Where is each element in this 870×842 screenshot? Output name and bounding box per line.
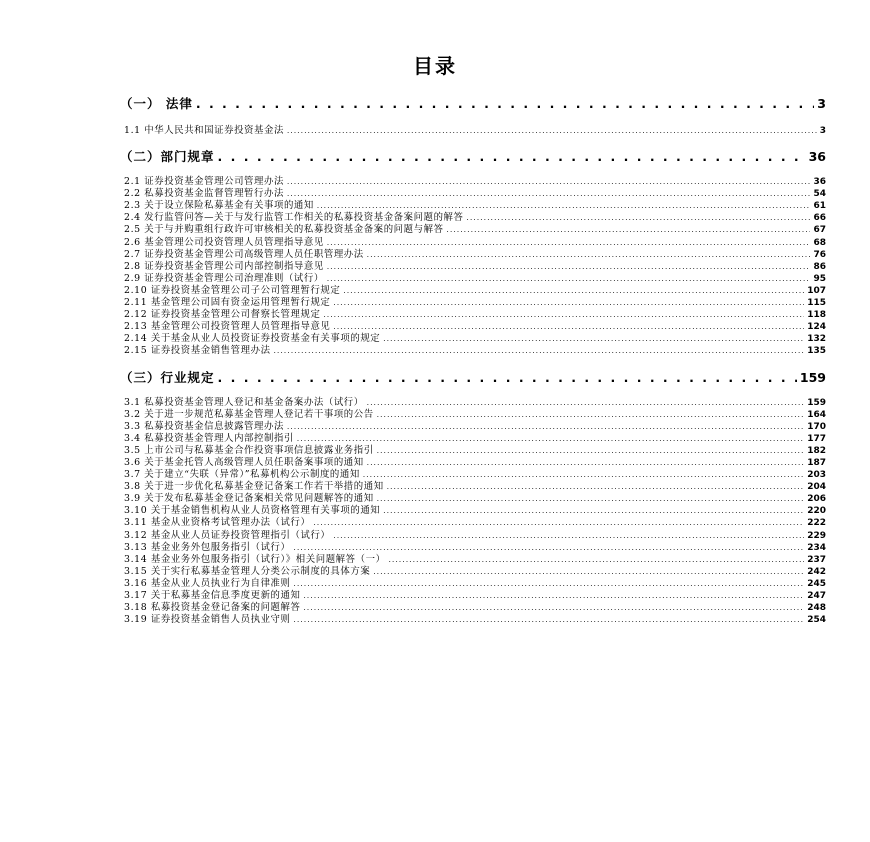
dot-leader (367, 457, 804, 469)
dot-leader (294, 542, 805, 554)
toc-item-label: 2.4 发行监管问答—关于与发行监管工作相关的私募投资基金备案问题的解答 (124, 212, 464, 224)
toc-item-label: 3.16 基金从业人员执业行为自律准则 (124, 577, 291, 589)
toc-item[interactable] (120, 517, 826, 529)
toc-item[interactable] (120, 309, 826, 321)
toc-item[interactable] (120, 445, 826, 457)
dot-leader (333, 530, 804, 542)
toc-item-label: 3.13 基金业务外包服务指引（试行） (124, 541, 291, 553)
dot-leader (333, 297, 804, 309)
toc-item-label: 3.6 关于基金托管人高级管理人员任职备案事项的通知 (124, 456, 364, 468)
toc-item-label: 3.2 关于进一步规范私募基金管理人登记若干事项的公告 (124, 408, 374, 420)
spacer (120, 137, 826, 145)
toc-item[interactable] (120, 261, 826, 273)
dot-leader (287, 176, 811, 188)
toc-item-label: 3.11 基金从业资格考试管理办法（试行） (124, 517, 311, 529)
toc-section-label: （二）部门规章 (120, 149, 215, 165)
toc-item-label: 3.15 关于实行私募基金管理人分类公示制度的具体方案 (124, 565, 371, 577)
dot-leader (327, 273, 811, 285)
toc-item-label: 2.11 基金管理公司固有资金运用管理暂行规定 (124, 297, 331, 309)
toc-item-label: 2.10 证券投资基金管理公司子公司管理暂行规定 (124, 284, 341, 296)
toc-item-page-number: 132 (807, 334, 826, 345)
toc-item-label: 3.10 关于基金销售机构从业人员资格管理有关事项的通知 (124, 505, 381, 517)
toc-item-label: 2.13 基金管理公司投资管理人员管理指导意见 (124, 321, 331, 333)
toc-item[interactable] (120, 249, 826, 261)
dot-leader (297, 433, 804, 445)
toc-item-page-number: 177 (807, 433, 826, 444)
toc-item-label: 2.3 关于设立保险私募基金有关事项的通知 (124, 200, 314, 212)
toc-item[interactable] (120, 590, 826, 602)
toc-item-label: 3.8 关于进一步优化私募基金登记备案工作若干举措的通知 (124, 481, 384, 493)
spacer (120, 358, 826, 366)
toc-item[interactable] (120, 212, 826, 224)
table-of-contents (120, 92, 826, 626)
toc-item-page-number: 245 (807, 578, 826, 589)
toc-item-page-number: 254 (807, 615, 826, 626)
toc-item-page-number: 115 (807, 298, 826, 309)
toc-item[interactable] (120, 200, 826, 212)
dot-leader (363, 469, 804, 481)
toc-item[interactable] (120, 469, 826, 481)
toc-item[interactable] (120, 409, 826, 421)
spacer (120, 117, 826, 125)
dot-leader (313, 517, 804, 529)
dot-leader (218, 370, 797, 385)
toc-item[interactable] (120, 188, 826, 200)
dot-leader (287, 125, 817, 137)
toc-section[interactable] (120, 94, 826, 117)
dot-leader (317, 200, 811, 212)
toc-item-page-number: 67 (813, 225, 826, 236)
toc-item-page-number: 135 (807, 346, 826, 357)
dot-leader (287, 188, 811, 200)
toc-item-label: 2.8 证券投资基金管理公司内部控制指导意见 (124, 260, 324, 272)
toc-item-label: 3.9 关于发布私募基金登记备案相关常见问题解答的通知 (124, 493, 374, 505)
toc-item[interactable] (120, 237, 826, 249)
toc-item-page-number: 187 (807, 457, 826, 468)
dot-leader (333, 321, 804, 333)
toc-item-label: 2.6 基金管理公司投资管理人员管理指导意见 (124, 236, 324, 248)
toc-item-page-number: 107 (807, 285, 826, 296)
dot-leader (196, 96, 814, 111)
page-title: 目录 (413, 54, 457, 78)
toc-item-page-number: 124 (807, 322, 826, 333)
dot-leader (323, 309, 804, 321)
toc-item-label: 3.19 证券投资基金销售人员执业守则 (124, 614, 291, 626)
toc-item[interactable] (120, 614, 826, 626)
toc-item-label: 3.5 上市公司与私募基金合作投资事项信息披露业务指引 (124, 444, 374, 456)
toc-item-page-number: 182 (807, 445, 826, 456)
toc-item[interactable] (120, 481, 826, 493)
toc-item[interactable] (120, 397, 826, 409)
dot-leader (287, 421, 804, 433)
dot-leader (387, 481, 805, 493)
toc-item[interactable] (120, 125, 826, 137)
toc-item[interactable] (120, 421, 826, 433)
dot-leader (373, 566, 804, 578)
dot-leader (274, 345, 805, 357)
toc-item[interactable] (120, 530, 826, 542)
toc-item-page-number: 234 (807, 542, 826, 553)
dot-leader (383, 333, 804, 345)
toc-section-page-number: 159 (799, 369, 826, 385)
toc-item-page-number: 159 (807, 397, 826, 408)
toc-item[interactable] (120, 566, 826, 578)
toc-item-label: 3.4 私募投资基金管理人内部控制指引 (124, 432, 294, 444)
toc-item-label: 2.2 私募投资基金监督管理暂行办法 (124, 188, 284, 200)
toc-item[interactable] (120, 297, 826, 309)
dot-leader (383, 505, 804, 517)
dot-leader (389, 554, 805, 566)
toc-item[interactable] (120, 285, 826, 297)
dot-leader (303, 602, 804, 614)
toc-item[interactable] (120, 224, 826, 236)
dot-leader (377, 445, 804, 457)
toc-item-label: 2.14 关于基金从业人员投资证券投资基金有关事项的规定 (124, 333, 381, 345)
toc-item-page-number: 203 (807, 470, 826, 481)
toc-section-label: （三）行业规定 (120, 369, 215, 385)
toc-item[interactable] (120, 505, 826, 517)
toc-section[interactable] (120, 147, 826, 170)
toc-item-page-number: 164 (807, 409, 826, 420)
toc-item[interactable] (120, 457, 826, 469)
toc-item-page-number: 68 (813, 237, 826, 248)
dot-leader (447, 224, 811, 236)
toc-item-page-number: 76 (813, 249, 826, 260)
toc-item-label: 2.9 证券投资基金管理公司治理准则（试行） (124, 272, 324, 284)
toc-item-page-number: 204 (807, 482, 826, 493)
toc-item-page-number: 54 (813, 189, 826, 200)
toc-item-label: 3.17 关于私募基金信息季度更新的通知 (124, 590, 301, 601)
toc-item-label: 1.1 中华人民共和国证券投资基金法 (124, 125, 284, 136)
toc-item[interactable] (120, 273, 826, 285)
dot-leader (467, 212, 811, 224)
toc-item[interactable] (120, 433, 826, 445)
toc-item-label: 2.1 证券投资基金管理公司管理办法 (124, 176, 284, 188)
toc-item[interactable] (120, 578, 826, 590)
toc-item-label: 3.12 基金从业人员证券投资管理指引（试行） (124, 529, 331, 541)
toc-item-page-number: 248 (807, 603, 826, 614)
dot-leader (327, 261, 811, 273)
toc-item-page-number: 3 (819, 126, 826, 136)
dot-leader (367, 249, 811, 261)
dot-leader (377, 493, 804, 505)
toc-item-page-number: 36 (813, 177, 826, 188)
toc-item-label: 3.14 基金业务外包服务指引（试行）》相关问题解答（一） (124, 553, 386, 565)
toc-item[interactable] (120, 176, 826, 188)
dot-leader (218, 149, 806, 164)
dot-leader (294, 614, 805, 626)
toc-item-page-number: 170 (807, 421, 826, 432)
toc-item-page-number: 118 (807, 310, 826, 321)
toc-item-label: 3.18 私募投资基金登记备案的问题解答 (124, 602, 301, 614)
toc-item-label: 2.12 证券投资基金管理公司督察长管理规定 (124, 309, 321, 321)
toc-item-page-number: 86 (813, 261, 826, 272)
toc-item[interactable] (120, 345, 826, 357)
dot-leader (377, 409, 804, 421)
toc-item[interactable] (120, 333, 826, 345)
toc-item[interactable] (120, 493, 826, 505)
toc-item-label: 2.5 关于与并购重组行政许可审核相关的私募投资基金备案的问题与解答 (124, 224, 444, 236)
toc-item[interactable] (120, 321, 826, 333)
dot-leader (303, 590, 804, 602)
toc-item-page-number: 206 (807, 494, 826, 505)
toc-section-page-number: 36 (808, 149, 826, 165)
toc-item-label: 3.3 私募投资基金信息披露管理办法 (124, 420, 284, 432)
dot-leader (327, 237, 811, 249)
toc-item-page-number: 247 (807, 591, 826, 601)
toc-item-label: 3.1 私募投资基金管理人登记和基金备案办法（试行） (124, 396, 364, 408)
toc-item-page-number: 66 (813, 213, 826, 224)
toc-item-page-number: 220 (807, 506, 826, 517)
toc-item-page-number: 222 (807, 518, 826, 529)
toc-section-label: （一） 法律 (120, 96, 193, 111)
dot-leader (294, 578, 805, 590)
dot-leader (367, 397, 804, 409)
dot-leader (343, 285, 804, 297)
toc-section-page-number: 3 (817, 96, 826, 111)
toc-item-page-number: 95 (813, 273, 826, 284)
toc-item-page-number: 242 (807, 566, 826, 577)
toc-item[interactable] (120, 542, 826, 554)
toc-item[interactable] (120, 602, 826, 614)
toc-section[interactable] (120, 368, 826, 391)
toc-item-page-number: 237 (807, 554, 826, 565)
toc-item-label: 2.7 证券投资基金管理公司高级管理人员任职管理办法 (124, 248, 364, 260)
toc-item[interactable] (120, 554, 826, 566)
toc-item-label: 2.15 证券投资基金销售管理办法 (124, 345, 271, 357)
toc-item-page-number: 61 (813, 201, 826, 212)
toc-item-label: 3.7 关于建立“失联（异常）”私募机构公示制度的通知 (124, 469, 360, 481)
toc-item-page-number: 229 (807, 530, 826, 541)
